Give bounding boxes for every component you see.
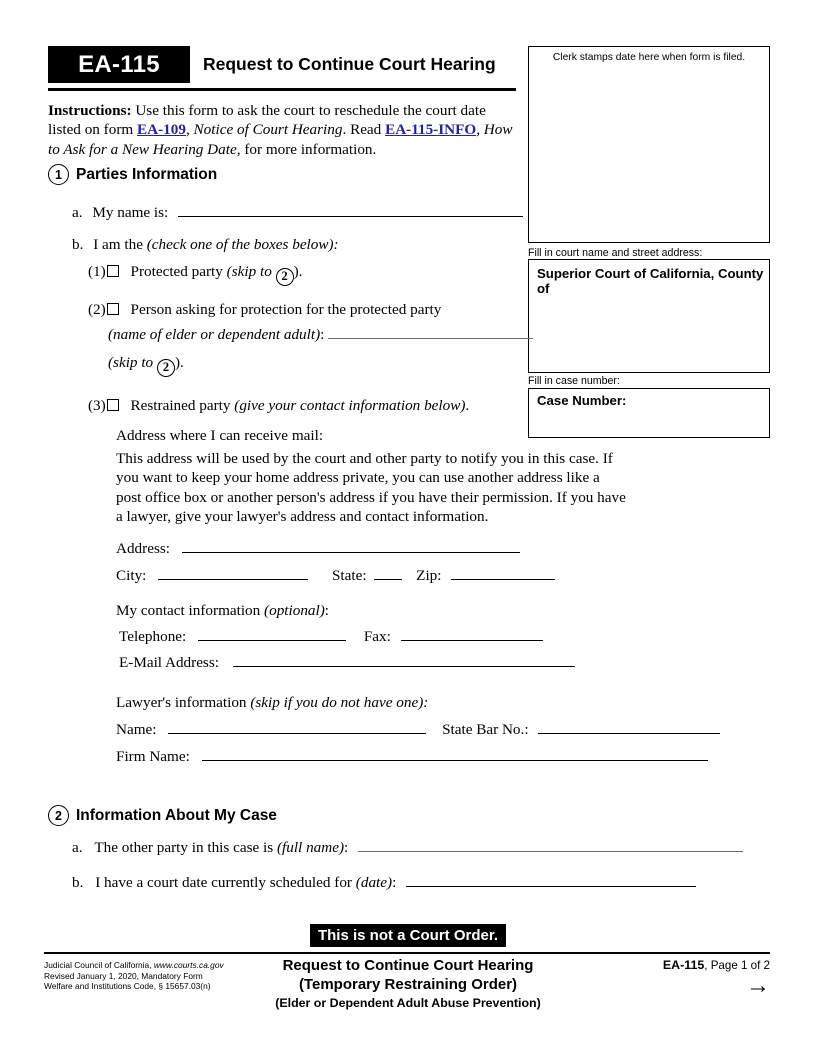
checkbox-protected-party[interactable] [107,265,119,277]
item-2b-label: b. [72,874,84,891]
footer-legal-line-2: Revised January 1, 2020, Mandatory Form [44,970,203,981]
address-heading: Address where I can receive mail: [116,427,324,444]
section-2-number: 2 [48,805,69,826]
item-1a [72,202,523,222]
section-2-header [48,805,277,826]
lawyer-heading-text: Lawyer's information [116,694,251,711]
footer-legal-line-1 [44,960,259,971]
telephone-input-line[interactable] [198,626,346,641]
zip-label: Zip: [416,567,442,584]
footer-divider [44,952,770,954]
header-divider [48,88,516,91]
item-1a-text: My name is: [92,204,169,221]
option-3-end: . [465,397,470,414]
case-box-label: Fill in case number: [528,375,620,387]
other-party-input-line[interactable] [358,837,743,852]
page-title: Request to Continue Court Hearing [203,54,496,74]
not-a-court-order-banner: This is not a Court Order. [310,924,506,947]
item-2b-colon: : [392,874,397,891]
item-2a-label: a. [72,839,83,856]
item-2b [72,872,696,892]
option-1-skip-end: ). [293,263,303,280]
section-1-number: 1 [48,164,69,185]
lawyer-name-field [116,719,720,739]
address-paragraph: This address will be used by the court and other party to notify you in this case. If you want to keep your home address private, you can use another address like a post office box or another person's address if you have their permission. If you have a lawyer, give your lawyer's address and contact information. [116,450,626,526]
instructions-label: Instructions: [48,102,132,119]
instructions-block [48,101,518,159]
item-1b-option-2-sub [108,324,533,344]
state-bar-label: State Bar No.: [442,721,529,738]
item-1b-text: I am the [93,236,147,253]
section-2-title: Information About My Case [76,806,277,824]
item-1b-option-2[interactable] [88,300,441,319]
skip-to-badge-1: 2 [276,268,294,286]
firm-name-label: Firm Name: [116,748,190,765]
instructions-italic-1: Notice of Court Hearing [193,121,343,139]
item-1b-option-3[interactable] [88,396,469,415]
footer-legal-text [44,960,259,992]
footer-legal-line-3: Welfare and Institutions Code, § 15657.03(n) [44,981,211,992]
item-2a-italic: (full name) [276,839,345,856]
instructions-italic-2: How to Ask for a New Hearing Date, [48,121,513,158]
option-1-text: Protected party [130,263,227,280]
item-2b-italic: (date) [355,874,393,891]
option-2-text: Person asking for protection for the protected party [130,301,442,318]
item-2a-colon: : [344,839,349,856]
item-1b-option-2-skip [108,353,184,377]
item-2a-text: The other party in this case is [94,839,277,856]
footer-page-number: , Page 1 of 2 [704,959,770,972]
checkbox-restrained-party[interactable] [107,399,119,411]
form-number-badge: EA-115 [48,46,190,83]
footer-council: Judicial Council of California, [44,960,154,970]
option-3-italic: (give your contact information below) [234,397,466,414]
court-name-box[interactable] [528,259,770,373]
elder-name-colon: : [320,326,325,343]
firm-name-field [116,746,708,766]
footer-title-line-3: (Elder or Dependent Adult Abuse Prevention) [275,996,541,1010]
footer-title-block [230,956,586,1012]
option-2-skip-end: ). [174,354,184,371]
footer-website: www.courts.ca.gov [153,960,224,970]
item-2b-text: I have a court date currently scheduled for [95,874,356,891]
footer-title-line-2: (Temporary Restraining Order) [298,976,518,993]
item-1b-italic: (check one of the boxes below): [146,236,339,253]
fax-input-line[interactable] [401,626,543,641]
section-1-title: Parties Information [76,165,218,183]
instructions-text-5: for more information. [240,140,377,158]
case-number-value: Case Number: [537,393,627,408]
instructions-text-4: , [476,121,484,139]
court-box-label: Fill in court name and street address: [528,247,703,259]
option-2-number: (2) [88,301,106,318]
telephone-fax-field [119,626,543,646]
footer-page-info [600,958,770,972]
option-1-skip-italic: (skip to [226,263,276,280]
court-name-value: Superior Court of California, County of [537,266,764,296]
contact-heading-italic: (optional) [264,602,325,619]
email-input-line[interactable] [233,652,575,667]
address-input-line[interactable] [182,538,520,553]
clerk-stamp-note: Clerk stamps date here when form is filed. [552,52,746,63]
link-ea-115-info[interactable]: EA-115-INFO [385,121,477,139]
elder-name-hint: (name of elder or dependent adult) [108,326,321,343]
city-state-zip-field [116,565,555,585]
contact-heading-colon: : [324,602,330,619]
section-1-header [48,164,217,185]
lawyer-heading-italic: (skip if you do not have one): [250,694,429,711]
email-label: E-Mail Address: [119,654,219,671]
instructions-text-2: , [185,121,194,139]
case-number-box[interactable] [528,388,770,438]
checkbox-person-asking[interactable] [107,303,119,315]
court-date-input-line[interactable] [406,872,696,887]
form-header [48,46,516,86]
item-1b-label: b. [72,236,84,253]
item-1b [72,235,339,254]
lawyer-name-label: Name: [116,721,157,738]
city-label: City: [116,567,147,584]
address-label: Address: [116,540,170,557]
fax-label: Fax: [363,628,391,645]
item-1b-option-1[interactable] [88,262,302,286]
zip-input-line[interactable] [451,565,555,580]
email-field [119,652,575,672]
footer-form-number: EA-115 [662,958,705,972]
state-label: State: [331,567,367,584]
skip-to-badge-2: 2 [157,359,175,377]
address-field [116,538,520,558]
lawyer-heading [116,693,428,712]
contact-heading [116,601,329,620]
next-page-arrow-icon: → [746,972,770,999]
contact-heading-text: My contact information [116,602,265,619]
instructions-text-1: Use this form to ask the court to reschedule the court date listed on form [48,102,486,139]
footer-title-line-1: Request to Continue Court Hearing [282,957,534,974]
instructions-text-3: . Read [342,121,386,139]
item-1a-label: a. [72,204,83,221]
option-2-skip-italic: (skip to [108,354,157,371]
my-name-input-line[interactable] [178,202,523,217]
city-input-line[interactable] [158,565,308,580]
clerk-stamp-box [528,46,770,243]
telephone-label: Telephone: [119,628,187,645]
firm-name-input-line[interactable] [202,746,708,761]
state-bar-input-line[interactable] [538,719,720,734]
elder-name-input-line[interactable] [328,324,533,339]
state-input-line[interactable] [374,565,402,580]
option-3-text: Restrained party [130,397,235,414]
lawyer-name-input-line[interactable] [168,719,426,734]
item-2a [72,837,743,857]
option-3-number: (3) [88,397,106,414]
option-1-number: (1) [88,263,106,280]
link-ea-109[interactable]: EA-109 [137,121,186,139]
